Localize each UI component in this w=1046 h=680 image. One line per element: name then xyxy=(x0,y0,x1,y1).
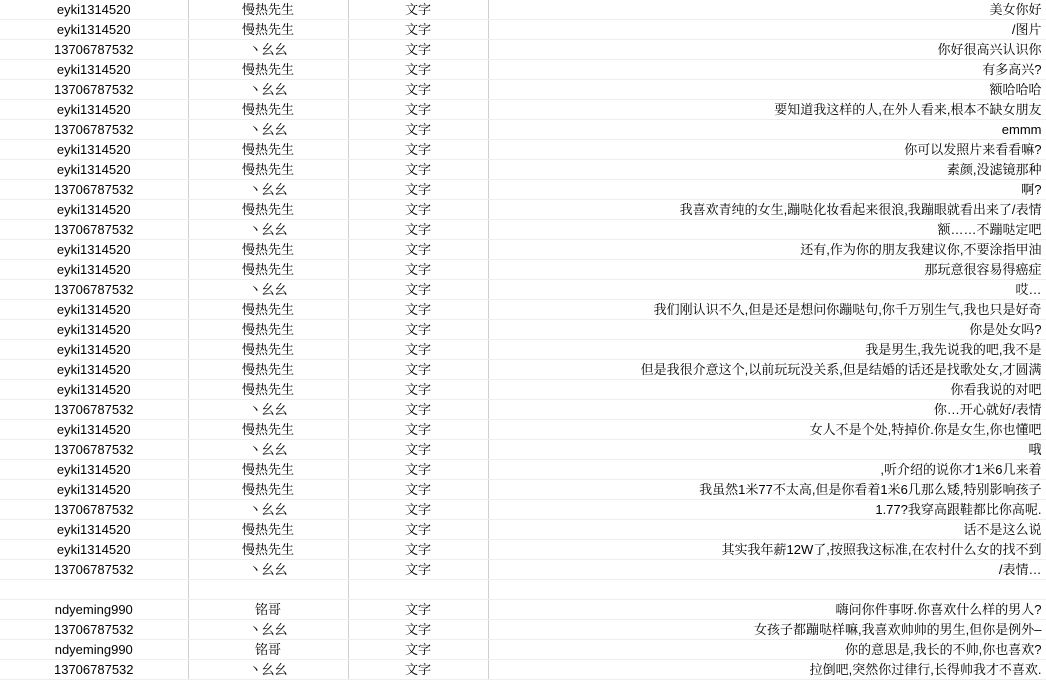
table-row xyxy=(0,440,1046,460)
cell-type: 文字 xyxy=(348,240,488,260)
table-row xyxy=(0,140,1046,160)
table-spacer-row xyxy=(0,580,1046,600)
table-row xyxy=(0,100,1046,120)
cell-account: eyki1314520 xyxy=(0,200,188,220)
cell-account: eyki1314520 xyxy=(0,360,188,380)
cell-type: 文字 xyxy=(348,540,488,560)
table-row xyxy=(0,620,1046,640)
table-row xyxy=(0,180,1046,200)
cell-content: 额哈哈哈 xyxy=(488,80,1046,100)
cell-account: ndyeming990 xyxy=(0,640,188,660)
table-row xyxy=(0,360,1046,380)
table-row xyxy=(0,80,1046,100)
cell-content: 其实我年薪12W了,按照我这标准,在农村什么女的找不到 xyxy=(488,540,1046,560)
cell-nickname: 慢热先生 xyxy=(188,360,348,380)
table-row xyxy=(0,320,1046,340)
cell-nickname: 慢热先生 xyxy=(188,60,348,80)
cell-content: 有多高兴? xyxy=(488,60,1046,80)
table-row xyxy=(0,60,1046,80)
cell-nickname xyxy=(188,580,348,600)
table-row xyxy=(0,20,1046,40)
table-row xyxy=(0,460,1046,480)
cell-nickname: 慢热先生 xyxy=(188,520,348,540)
cell-nickname: 丶幺幺 xyxy=(188,560,348,580)
cell-content: 1.77?我穿高跟鞋都比你高呢. xyxy=(488,500,1046,520)
cell-type: 文字 xyxy=(348,520,488,540)
cell-type: 文字 xyxy=(348,260,488,280)
table-row xyxy=(0,540,1046,560)
table-row xyxy=(0,0,1046,20)
table-row xyxy=(0,500,1046,520)
table-row xyxy=(0,220,1046,240)
table-row xyxy=(0,160,1046,180)
cell-account: 13706787532 xyxy=(0,620,188,640)
table-row xyxy=(0,200,1046,220)
cell-account: 13706787532 xyxy=(0,40,188,60)
cell-type: 文字 xyxy=(348,180,488,200)
cell-content: 那玩意很容易得癌症 xyxy=(488,260,1046,280)
cell-type: 文字 xyxy=(348,660,488,680)
cell-content: 额……不蹦哒定吧 xyxy=(488,220,1046,240)
cell-content: /表情… xyxy=(488,560,1046,580)
table-row xyxy=(0,260,1046,280)
cell-nickname: 慢热先生 xyxy=(188,100,348,120)
cell-nickname: 慢热先生 xyxy=(188,160,348,180)
cell-content: 你…开心就好/表情 xyxy=(488,400,1046,420)
cell-nickname: 慢热先生 xyxy=(188,20,348,40)
cell-nickname: 慢热先生 xyxy=(188,380,348,400)
cell-type: 文字 xyxy=(348,620,488,640)
cell-account: eyki1314520 xyxy=(0,380,188,400)
cell-content: 美女你好 xyxy=(488,0,1046,20)
table-row xyxy=(0,240,1046,260)
cell-account: eyki1314520 xyxy=(0,460,188,480)
table-row xyxy=(0,660,1046,680)
cell-account: eyki1314520 xyxy=(0,320,188,340)
cell-nickname: 丶幺幺 xyxy=(188,500,348,520)
cell-type: 文字 xyxy=(348,100,488,120)
cell-account: eyki1314520 xyxy=(0,520,188,540)
table-row xyxy=(0,420,1046,440)
cell-nickname: 慢热先生 xyxy=(188,0,348,20)
cell-content: 我是男生,我先说我的吧,我不是 xyxy=(488,340,1046,360)
cell-type: 文字 xyxy=(348,120,488,140)
cell-content: 拉倒吧,突然你过律行,长得帅我才不喜欢. xyxy=(488,660,1046,680)
cell-content: 嗨问你件事呀.你喜欢什么样的男人? xyxy=(488,600,1046,620)
cell-content: 还有,作为你的朋友我建议你,不要涂指甲油 xyxy=(488,240,1046,260)
cell-content: 要知道我这样的人,在外人看来,根本不缺女朋友 xyxy=(488,100,1046,120)
cell-nickname: 丶幺幺 xyxy=(188,620,348,640)
cell-content: emmm xyxy=(488,120,1046,140)
cell-nickname: 慢热先生 xyxy=(188,200,348,220)
cell-nickname: 慢热先生 xyxy=(188,240,348,260)
cell-nickname: 慢热先生 xyxy=(188,300,348,320)
cell-content: 你是处女吗? xyxy=(488,320,1046,340)
cell-content: ,听介绍的说你才1米6几来着 xyxy=(488,460,1046,480)
cell-nickname: 丶幺幺 xyxy=(188,280,348,300)
cell-nickname: 慢热先生 xyxy=(188,140,348,160)
cell-account: 13706787532 xyxy=(0,440,188,460)
cell-content: 话不是这么说 xyxy=(488,520,1046,540)
cell-account: eyki1314520 xyxy=(0,160,188,180)
cell-type: 文字 xyxy=(348,300,488,320)
cell-type: 文字 xyxy=(348,560,488,580)
cell-type xyxy=(348,580,488,600)
cell-account: eyki1314520 xyxy=(0,540,188,560)
cell-account: ndyeming990 xyxy=(0,600,188,620)
cell-nickname: 慢热先生 xyxy=(188,540,348,560)
cell-account: 13706787532 xyxy=(0,80,188,100)
cell-content: 你可以发照片来看看嘛? xyxy=(488,140,1046,160)
cell-account: eyki1314520 xyxy=(0,420,188,440)
cell-type: 文字 xyxy=(348,200,488,220)
cell-account: 13706787532 xyxy=(0,560,188,580)
cell-content: 但是我很介意这个,以前玩玩没关系,但是结婚的话还是找歌处女,才圆满 xyxy=(488,360,1046,380)
cell-type: 文字 xyxy=(348,440,488,460)
cell-account: 13706787532 xyxy=(0,120,188,140)
cell-type: 文字 xyxy=(348,320,488,340)
cell-type: 文字 xyxy=(348,600,488,620)
cell-account: 13706787532 xyxy=(0,180,188,200)
cell-nickname: 丶幺幺 xyxy=(188,220,348,240)
table-row xyxy=(0,520,1046,540)
cell-nickname: 慢热先生 xyxy=(188,480,348,500)
cell-type: 文字 xyxy=(348,460,488,480)
cell-content: 我们刚认识不久,但是还是想问你蹦哒句,你千万别生气,我也只是好奇 xyxy=(488,300,1046,320)
cell-type: 文字 xyxy=(348,60,488,80)
table-row xyxy=(0,380,1046,400)
cell-type: 文字 xyxy=(348,280,488,300)
table-row xyxy=(0,280,1046,300)
table-row xyxy=(0,120,1046,140)
cell-content: 啊? xyxy=(488,180,1046,200)
cell-account: 13706787532 xyxy=(0,660,188,680)
cell-account: eyki1314520 xyxy=(0,60,188,80)
cell-nickname: 丶幺幺 xyxy=(188,660,348,680)
cell-content: 我喜欢青纯的女生,蹦哒化妆看起来很浪,我蹦眼就看出来了/表情 xyxy=(488,200,1046,220)
cell-account: eyki1314520 xyxy=(0,140,188,160)
table-row xyxy=(0,480,1046,500)
cell-content: 你好很高兴认识你 xyxy=(488,40,1046,60)
cell-nickname: 丶幺幺 xyxy=(188,400,348,420)
cell-type: 文字 xyxy=(348,140,488,160)
cell-content: 你看我说的对吧 xyxy=(488,380,1046,400)
cell-content: 女人不是个处,特掉价.你是女生,你也懂吧 xyxy=(488,420,1046,440)
cell-type: 文字 xyxy=(348,480,488,500)
cell-account: eyki1314520 xyxy=(0,300,188,320)
cell-account: 13706787532 xyxy=(0,400,188,420)
table-row xyxy=(0,300,1046,320)
cell-content: 我虽然1米77不太高,但是你看着1米6几那么矮,特别影响孩子 xyxy=(488,480,1046,500)
cell-account: eyki1314520 xyxy=(0,20,188,40)
cell-type: 文字 xyxy=(348,20,488,40)
cell-account: 13706787532 xyxy=(0,500,188,520)
cell-type: 文字 xyxy=(348,220,488,240)
cell-account: eyki1314520 xyxy=(0,0,188,20)
cell-nickname: 丶幺幺 xyxy=(188,120,348,140)
cell-account: 13706787532 xyxy=(0,280,188,300)
cell-account: 13706787532 xyxy=(0,220,188,240)
cell-account: eyki1314520 xyxy=(0,260,188,280)
cell-content: 哦 xyxy=(488,440,1046,460)
table-row xyxy=(0,40,1046,60)
cell-nickname: 铭哥 xyxy=(188,600,348,620)
cell-account: eyki1314520 xyxy=(0,240,188,260)
cell-nickname: 丶幺幺 xyxy=(188,80,348,100)
cell-nickname: 慢热先生 xyxy=(188,460,348,480)
cell-nickname: 慢热先生 xyxy=(188,420,348,440)
cell-type: 文字 xyxy=(348,340,488,360)
cell-content: 素颜,没滤镜那种 xyxy=(488,160,1046,180)
cell-type: 文字 xyxy=(348,0,488,20)
cell-nickname: 丶幺幺 xyxy=(188,440,348,460)
table-row xyxy=(0,600,1046,620)
cell-content: 女孩子都蹦哒样嘛,我喜欢帅帅的男生,但你是例外– xyxy=(488,620,1046,640)
cell-nickname: 慢热先生 xyxy=(188,320,348,340)
cell-nickname: 慢热先生 xyxy=(188,340,348,360)
cell-type: 文字 xyxy=(348,500,488,520)
cell-account: eyki1314520 xyxy=(0,340,188,360)
table-row xyxy=(0,640,1046,660)
cell-type: 文字 xyxy=(348,420,488,440)
cell-type: 文字 xyxy=(348,40,488,60)
cell-nickname: 丶幺幺 xyxy=(188,180,348,200)
cell-content: 哎… xyxy=(488,280,1046,300)
cell-content: /图片 xyxy=(488,20,1046,40)
cell-type: 文字 xyxy=(348,400,488,420)
cell-account: eyki1314520 xyxy=(0,100,188,120)
cell-type: 文字 xyxy=(348,380,488,400)
cell-nickname: 慢热先生 xyxy=(188,260,348,280)
cell-type: 文字 xyxy=(348,80,488,100)
cell-type: 文字 xyxy=(348,640,488,660)
cell-nickname: 铭哥 xyxy=(188,640,348,660)
cell-account: eyki1314520 xyxy=(0,480,188,500)
cell-account xyxy=(0,580,188,600)
cell-content xyxy=(488,580,1046,600)
cell-content: 你的意思是,我长的不帅,你也喜欢? xyxy=(488,640,1046,660)
cell-type: 文字 xyxy=(348,360,488,380)
cell-type: 文字 xyxy=(348,160,488,180)
table-row xyxy=(0,560,1046,580)
table-row xyxy=(0,400,1046,420)
cell-nickname: 丶幺幺 xyxy=(188,40,348,60)
table-row xyxy=(0,340,1046,360)
